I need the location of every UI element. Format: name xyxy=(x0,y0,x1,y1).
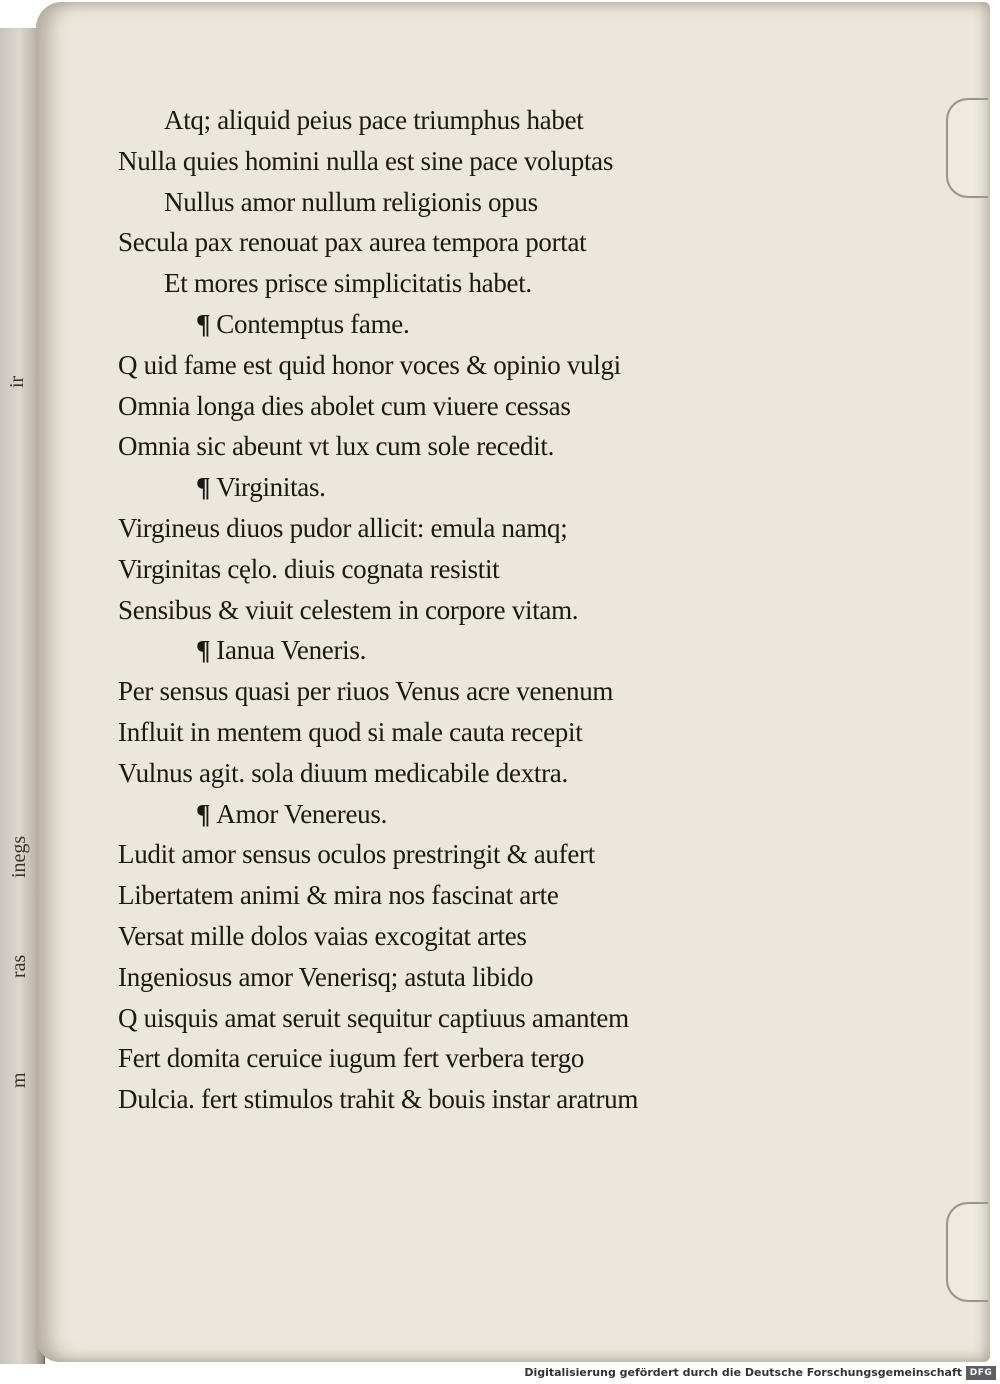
page-clip-top xyxy=(946,98,988,198)
verse-line xyxy=(118,141,718,182)
line-text: Virginitas. xyxy=(216,472,326,503)
verse-line xyxy=(118,957,718,998)
pilcrow-icon: ¶ xyxy=(196,635,211,666)
verse-line xyxy=(118,345,718,386)
line-text: Per sensus quasi per riuos Venus acre venenum xyxy=(118,676,614,707)
line-text: Ianua Veneris. xyxy=(216,635,367,666)
line-text: Influit in mentem quod si male cauta recepit xyxy=(118,716,583,747)
section-heading xyxy=(118,794,718,835)
line-text: Omnia longa dies abolet cum viuere cessas xyxy=(118,390,571,421)
line-text: Q uisquis amat seruit sequitur captiuus amantem xyxy=(118,1002,629,1033)
section-heading xyxy=(118,630,718,671)
facing-page-fragment: m xyxy=(8,1072,30,1088)
footer-bar xyxy=(0,1364,1000,1384)
line-text: Ingeniosus amor Venerisq; astuta libido xyxy=(118,961,534,992)
pilcrow-icon: ¶ xyxy=(196,798,211,829)
line-text: Virginitas cęlo. diuis cognata resistit xyxy=(118,553,500,584)
page-clip-bottom xyxy=(946,1202,988,1302)
line-text: Et mores prisce simplicitatis habet. xyxy=(164,268,532,299)
line-text: Vulnus agit. sola diuum medicabile dextra. xyxy=(118,757,568,788)
verse-line xyxy=(118,590,718,631)
text-block xyxy=(118,100,718,1120)
line-text: Sensibus & viuit celestem in corpore vitam. xyxy=(118,594,579,625)
line-text: Virgineus diuos pudor allicit: emula namq; xyxy=(118,512,568,543)
facing-page-fragment: inegs xyxy=(8,835,30,878)
pilcrow-icon: ¶ xyxy=(196,308,211,339)
line-text: Omnia sic abeunt vt lux cum sole recedit. xyxy=(118,431,555,462)
line-text: Libertatem animi & mira nos fascinat arte xyxy=(118,880,559,911)
line-text: Dulcia. fert stimulos trahit & bouis instar aratrum xyxy=(118,1084,639,1115)
verse-line xyxy=(118,753,718,794)
verse-line xyxy=(118,222,718,263)
verse-line xyxy=(118,182,718,223)
verse-line xyxy=(118,998,718,1039)
verse-line xyxy=(118,263,718,304)
line-text: Atq; aliquid peius pace triumphus habet xyxy=(164,105,584,135)
line-text: Secula pax renouat pax aurea tempora portat xyxy=(118,227,587,258)
line-text: Ludit amor sensus oculos prestringit & aufert xyxy=(118,839,595,870)
verse-line xyxy=(118,875,718,916)
dfg-logo: DFG xyxy=(966,1366,996,1380)
line-text: Nulla quies homini nulla est sine pace voluptas xyxy=(118,145,614,176)
line-text: Amor Venereus. xyxy=(216,798,388,829)
line-text: Contemptus fame. xyxy=(216,308,410,339)
verse-line xyxy=(118,549,718,590)
line-text: Nullus amor nullum religionis opus xyxy=(164,186,538,217)
verse-line xyxy=(118,712,718,753)
section-heading xyxy=(118,304,718,345)
verse-line xyxy=(118,916,718,957)
verse-line xyxy=(118,834,718,875)
verse-line xyxy=(118,1079,718,1120)
line-text: Fert domita ceruice iugum fert verbera tergo xyxy=(118,1043,585,1074)
verse-line xyxy=(118,671,718,712)
funding-credit: Digitalisierung gefördert durch die Deutsche Forschungsgemeinschaft xyxy=(524,1366,962,1379)
verse-line xyxy=(118,1038,718,1079)
verse-line xyxy=(118,508,718,549)
verse-line xyxy=(118,386,718,427)
pilcrow-icon: ¶ xyxy=(196,472,211,503)
line-text: Versat mille dolos vaias excogitat artes xyxy=(118,920,527,951)
line-text: Q uid fame est quid honor voces & opinio vulgi xyxy=(118,349,621,380)
section-heading xyxy=(118,467,718,508)
verse-line xyxy=(118,100,718,141)
verse-line xyxy=(118,426,718,467)
facing-page-fragment: ras xyxy=(8,954,30,978)
facing-page-fragment: ir xyxy=(6,375,28,388)
